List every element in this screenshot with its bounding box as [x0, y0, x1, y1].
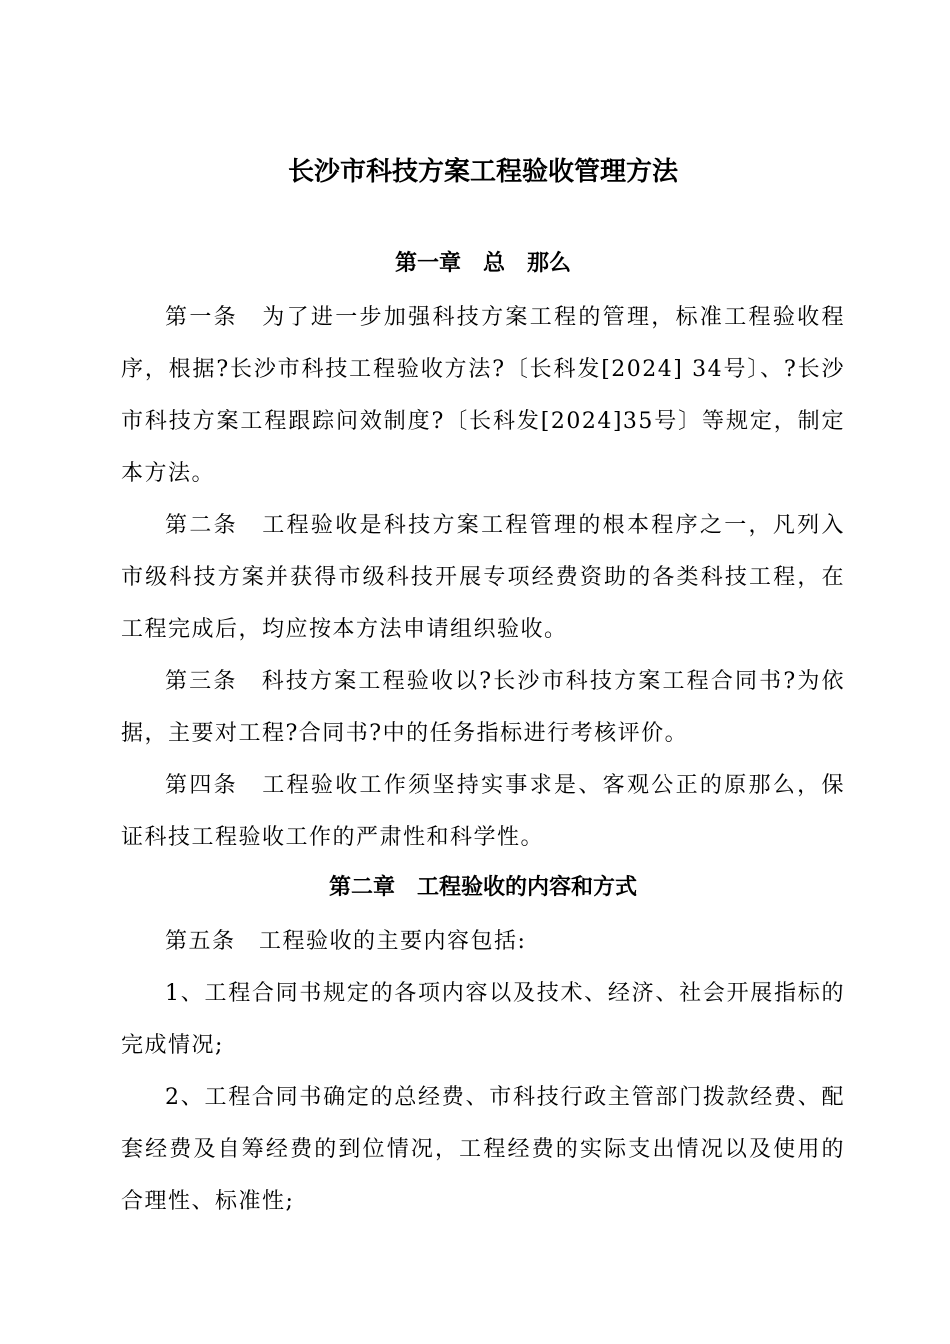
article-paragraph: 1、工程合同书规定的各项内容以及技术、经济、社会开展指标的完成情况; [121, 981, 845, 1058]
document-title: 长沙市科技方案工程验收管理方法 [287, 157, 678, 187]
chapter-2 [121, 868, 845, 1228]
chapter-1 [121, 244, 845, 864]
article-paragraph: 第三条 科技方案工程验收以?长沙市科技方案工程合同书?为依据，主要对工程?合同书?中的任务指标进行考核评价。 [121, 669, 845, 746]
article-paragraph: 第四条 工程验收工作须坚持实事求是、客观公正的原那么，保证科技工程验收工作的严肃性和科学性。 [121, 773, 845, 850]
article-paragraph: 第二条 工程验收是科技方案工程管理的根本程序之一，凡列入市级科技方案并获得市级科技开展专项经费资助的各类科技工程，在工程完成后，均应按本方法申请组织验收。 [121, 513, 845, 642]
article-paragraph: 第五条 工程验收的主要内容包括: [165, 929, 527, 954]
chapter-heading: 第二章 工程验收的内容和方式 [328, 875, 637, 900]
article-paragraph: 第一条 为了进一步加强科技方案工程的管理，标准工程验收程序，根据?长沙市科技工程验收方法?〔长科发[2024] 34号〕、?长沙市科技方案工程跟踪问效制度?〔长科发[2024]35号〕等规定，制定本方法。 [121, 305, 845, 486]
chapter-heading: 第一章 总 那么 [394, 251, 571, 276]
article-paragraph: 2、工程合同书确定的总经费、市科技行政主管部门拨款经费、配套经费及自筹经费的到位情况，工程经费的实际支出情况以及使用的合理性、标准性; [121, 1085, 845, 1214]
